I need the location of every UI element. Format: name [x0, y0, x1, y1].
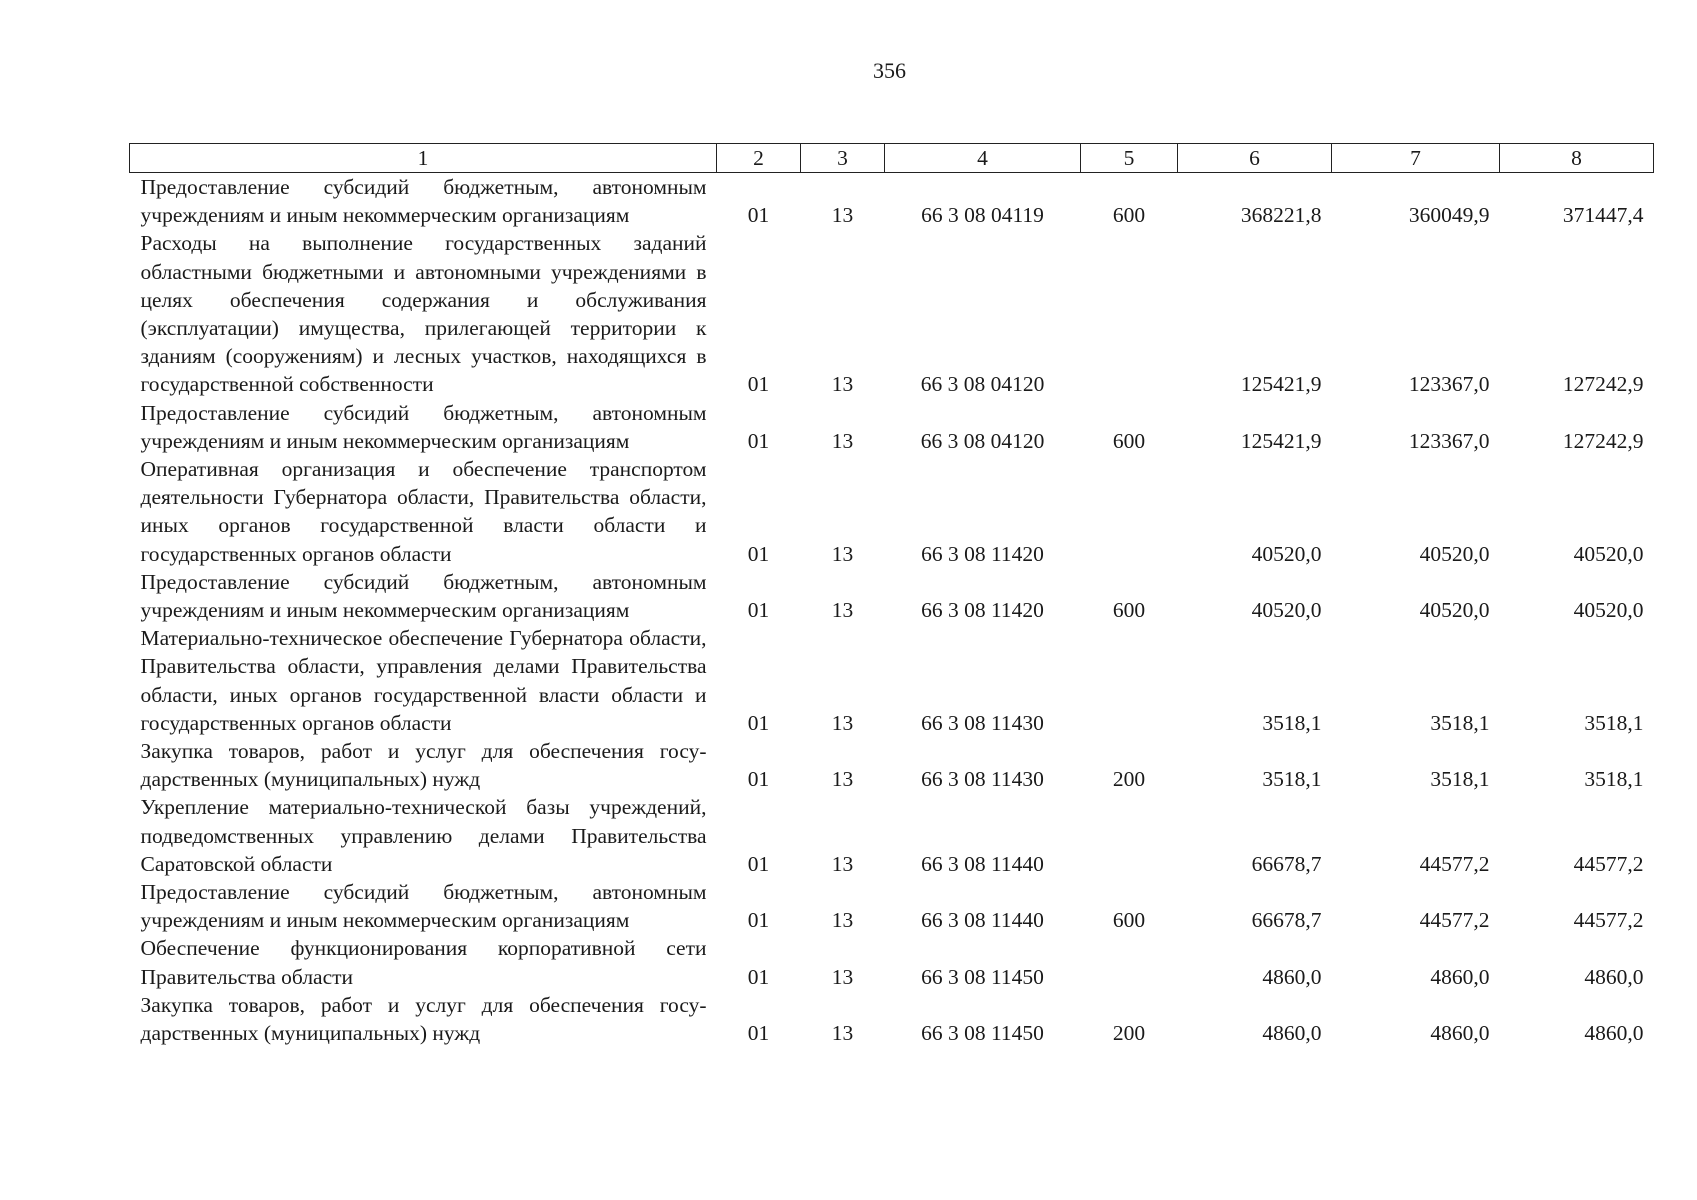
amount-col-7: 44577,2 — [1419, 851, 1490, 876]
amount-col-7: 40520,0 — [1419, 541, 1490, 566]
table-row — [130, 991, 1654, 1047]
column-header-3: 3 — [801, 144, 885, 173]
subsection-code: 13 — [831, 372, 854, 397]
table-row — [130, 455, 1654, 568]
expense-type-code: 200 — [1112, 1021, 1146, 1046]
target-article-code: 66 3 08 11420 — [921, 541, 1044, 566]
target-article-code: 66 3 08 11430 — [921, 767, 1044, 792]
amount-col-7: 3518,1 — [1430, 767, 1490, 792]
section-code: 01 — [747, 203, 770, 228]
expense-type-code: 600 — [1112, 598, 1146, 623]
expense-description: Обеспечение функционирования корпоративной сети Правительства области — [140, 936, 707, 989]
amount-col-6: 125421,9 — [1240, 372, 1322, 397]
section-code: 01 — [747, 372, 770, 397]
subsection-code: 13 — [831, 964, 854, 989]
amount-col-6: 3518,1 — [1262, 767, 1322, 792]
section-code: 01 — [747, 428, 770, 453]
column-header-4: 4 — [885, 144, 1081, 173]
section-code: 01 — [747, 541, 770, 566]
subsection-code: 13 — [831, 908, 854, 933]
subsection-code: 13 — [831, 428, 854, 453]
column-header-2: 2 — [717, 144, 801, 173]
table-body — [130, 173, 1654, 1048]
table-header-row — [130, 144, 1654, 173]
subsection-code: 13 — [831, 1021, 854, 1046]
expense-type-code: 600 — [1112, 908, 1146, 933]
amount-col-8: 3518,1 — [1584, 710, 1644, 735]
expense-description: Укрепление материально-технической базы учреждений, подведомственных управлению делами Правительства Саратовской области — [140, 795, 707, 876]
amount-col-7: 4860,0 — [1430, 964, 1490, 989]
expense-type-code — [1081, 793, 1178, 878]
amount-col-6: 4860,0 — [1262, 964, 1322, 989]
amount-col-6: 40520,0 — [1251, 598, 1322, 623]
expense-description: Оперативная организация и обеспечение транспортом деятельности Губернатора области, Правительства области, иных органов государственной власти области и государственных органов области — [140, 457, 707, 566]
target-article-code: 66 3 08 04120 — [920, 372, 1045, 397]
amount-col-6: 66678,7 — [1251, 908, 1322, 933]
subsection-code: 13 — [831, 710, 854, 735]
amount-col-7: 44577,2 — [1419, 908, 1490, 933]
amount-col-8: 40520,0 — [1573, 541, 1644, 566]
column-header-5: 5 — [1081, 144, 1178, 173]
table-row — [130, 173, 1654, 230]
section-code: 01 — [747, 767, 770, 792]
section-code: 01 — [747, 598, 770, 623]
amount-col-8: 4860,0 — [1584, 1021, 1644, 1046]
expense-description: Материально-техническое обеспечение Губернатора области, Правительства области, управления делами Правительства области, иных органов государственной власти области и государственных органов области — [140, 626, 707, 735]
expense-type-code: 600 — [1112, 428, 1146, 453]
expense-description: Предоставление субсидий бюджетным, автономным учреждениям и иным некоммерческим организациям — [140, 175, 707, 228]
table-row — [130, 934, 1654, 990]
amount-col-8: 371447,4 — [1562, 203, 1644, 228]
section-code: 01 — [747, 1021, 770, 1046]
expense-type-code — [1081, 624, 1178, 737]
table-row — [130, 793, 1654, 878]
amount-col-7: 360049,9 — [1408, 203, 1490, 228]
subsection-code: 13 — [831, 203, 854, 228]
target-article-code: 66 3 08 04119 — [921, 203, 1044, 228]
table-row — [130, 568, 1654, 624]
table-row — [130, 737, 1654, 793]
amount-col-6: 368221,8 — [1240, 203, 1322, 228]
amount-col-8: 40520,0 — [1573, 598, 1644, 623]
section-code: 01 — [747, 908, 770, 933]
column-header-1: 1 — [130, 144, 717, 173]
target-article-code: 66 3 08 11440 — [921, 851, 1044, 876]
expense-type-code: 200 — [1112, 767, 1146, 792]
amount-col-7: 4860,0 — [1430, 1021, 1490, 1046]
amount-col-6: 3518,1 — [1262, 710, 1322, 735]
subsection-code: 13 — [831, 598, 854, 623]
target-article-code: 66 3 08 11450 — [921, 964, 1044, 989]
amount-col-7: 40520,0 — [1419, 598, 1490, 623]
expense-description: Закупка товаров, работ и услуг для обеспечения государственных (муниципальных) нужд — [140, 739, 707, 792]
subsection-code: 13 — [831, 541, 854, 566]
column-header-6: 6 — [1178, 144, 1332, 173]
table-row — [130, 399, 1654, 455]
target-article-code: 66 3 08 04120 — [920, 428, 1045, 453]
section-code: 01 — [747, 964, 770, 989]
amount-col-8: 44577,2 — [1573, 908, 1644, 933]
expense-description: Предоставление субсидий бюджетным, автономным учреждениям и иным некоммерческим организациям — [140, 400, 707, 453]
expense-description: Предоставление субсидий бюджетным, автономным учреждениям и иным некоммерческим организациям — [140, 569, 707, 623]
page-number: 356 — [873, 58, 906, 83]
subsection-code: 13 — [831, 851, 854, 876]
column-header-7: 7 — [1332, 144, 1500, 173]
expense-type-code — [1081, 934, 1178, 990]
table-row — [130, 878, 1654, 934]
amount-col-6: 66678,7 — [1251, 851, 1322, 876]
expense-type-code: 600 — [1112, 203, 1146, 228]
amount-col-8: 3518,1 — [1584, 767, 1644, 792]
expense-description: Закупка товаров, работ и услуг для обеспечения государственных (муниципальных) нужд — [140, 992, 707, 1046]
amount-col-6: 4860,0 — [1262, 1021, 1322, 1046]
expense-description: Расходы на выполнение государственных заданий областными бюджетными и автономными учреждениями в целях обеспечения содержания и обслуживания (эксплуатации) имущества, прилегающей территории к зданиям (сооружениям) и лесных участков, находящихся в государственной собственности — [140, 231, 707, 397]
expense-type-code — [1081, 455, 1178, 568]
target-article-code: 66 3 08 11420 — [921, 598, 1044, 623]
table-row — [130, 229, 1654, 398]
target-article-code: 66 3 08 11450 — [921, 1021, 1044, 1046]
expense-type-code — [1081, 229, 1178, 398]
amount-col-7: 3518,1 — [1430, 710, 1490, 735]
amount-col-6: 40520,0 — [1251, 541, 1322, 566]
amount-col-6: 125421,9 — [1240, 428, 1322, 453]
budget-table — [129, 143, 1654, 1047]
expense-description: Предоставление субсидий бюджетным, автономным учреждениям и иным некоммерческим организациям — [140, 880, 707, 933]
target-article-code: 66 3 08 11430 — [921, 710, 1044, 735]
section-code: 01 — [747, 851, 770, 876]
section-code: 01 — [747, 710, 770, 735]
column-header-8: 8 — [1500, 144, 1654, 173]
amount-col-8: 127242,9 — [1562, 428, 1644, 453]
amount-col-8: 4860,0 — [1584, 964, 1644, 989]
amount-col-7: 123367,0 — [1408, 428, 1490, 453]
amount-col-8: 44577,2 — [1573, 851, 1644, 876]
table-row — [130, 624, 1654, 737]
target-article-code: 66 3 08 11440 — [921, 908, 1044, 933]
amount-col-8: 127242,9 — [1562, 372, 1644, 397]
amount-col-7: 123367,0 — [1408, 372, 1490, 397]
subsection-code: 13 — [831, 767, 854, 792]
